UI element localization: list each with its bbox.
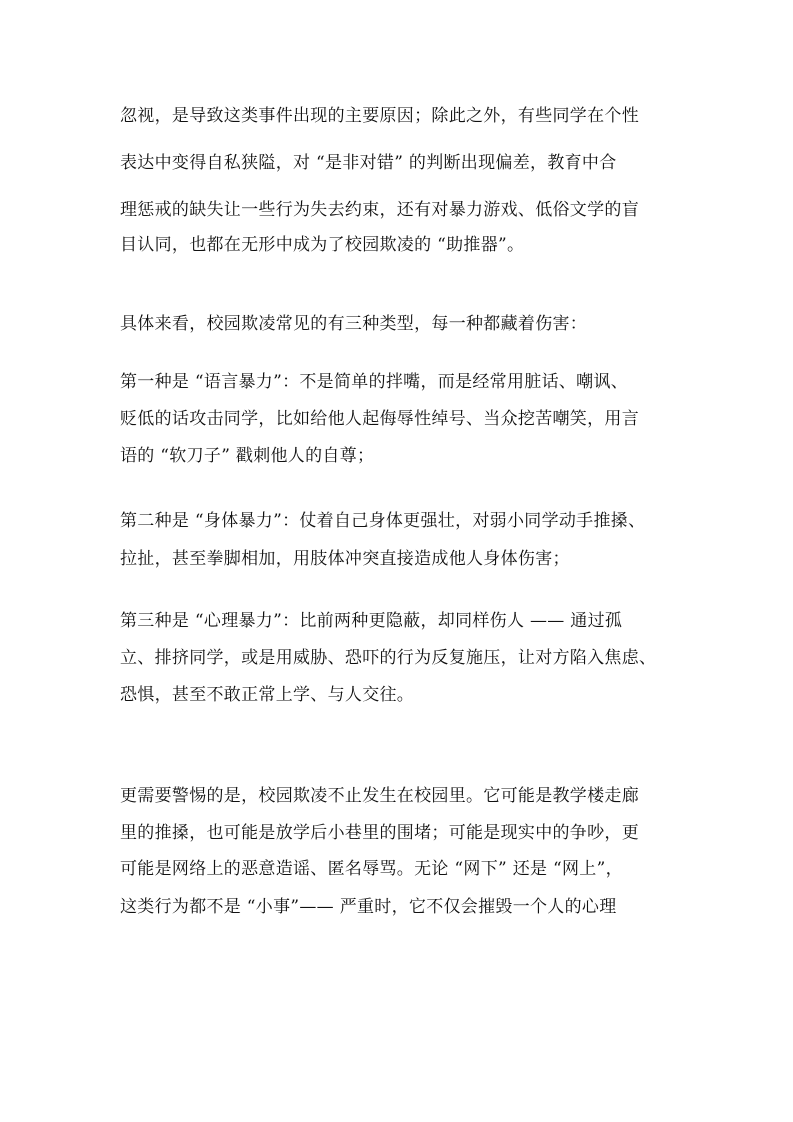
- paragraph-6-line-1: 更需要警惕的是，校园欺凌不止发生在校园里。它可能是教学楼走廊: [120, 786, 639, 806]
- paragraph-6-line-3: 可能是网络上的恶意造谣、匿名辱骂。无论 “网下” 还是 “网上”，: [120, 859, 623, 879]
- paragraph-6-line-2: 里的推搡，也可能是放学后小巷里的围堵；可能是现实中的争吵，更: [120, 823, 639, 843]
- paragraph-1-line-3: 理惩戒的缺失让一些行为失去约束，还有对暴力游戏、低俗文学的盲: [120, 200, 639, 220]
- paragraph-5-line-3: 恐惧，甚至不敢正常上学、与人交往。: [120, 685, 415, 705]
- paragraph-1-line-4: 目认同，也都在无形中成为了校园欺凌的 “助推器”。: [120, 235, 525, 255]
- paragraph-4-line-2: 拉扯，甚至拳脚相加，用肢体冲突直接造成他人身体伤害；: [120, 549, 570, 569]
- paragraph-3-line-1: 第一种是 “语言暴力”：不是简单的拌嘴，而是经常用脏话、嘲讽、: [120, 372, 629, 392]
- paragraph-5-line-2: 立、排挤同学，或是用威胁、恐吓的行为反复施压，让对方陷入焦虑、: [120, 648, 657, 668]
- paragraph-5-line-1: 第三种是 “心理暴力”：比前两种更隐蔽，却同样伤人 —— 通过孤: [120, 611, 623, 631]
- paragraph-4-line-1: 第二种是 “身体暴力”：仗着自己身体更强壮，对弱小同学动手推搡、: [120, 511, 646, 531]
- paragraph-2-line-1: 具体来看，校园欺凌常见的有三种类型，每一种都藏着伤害：: [120, 314, 588, 334]
- paragraph-3-line-3: 语的 “软刀子” 戳刺他人的自尊；: [120, 446, 375, 466]
- paragraph-1-line-1: 忽视，是导致这类事件出现的主要原因；除此之外，有些同学在个性: [120, 106, 639, 126]
- paragraph-3-line-2: 贬低的话攻击同学，比如给他人起侮辱性绰号、当众挖苦嘲笑，用言: [120, 409, 639, 429]
- paragraph-1-line-2: 表达中变得自私狭隘，对 “是非对错” 的判断出现偏差，教育中合: [120, 153, 617, 173]
- paragraph-6-line-4: 这类行为都不是 “小事”—— 严重时，它不仅会摧毁一个人的心理: [120, 897, 617, 917]
